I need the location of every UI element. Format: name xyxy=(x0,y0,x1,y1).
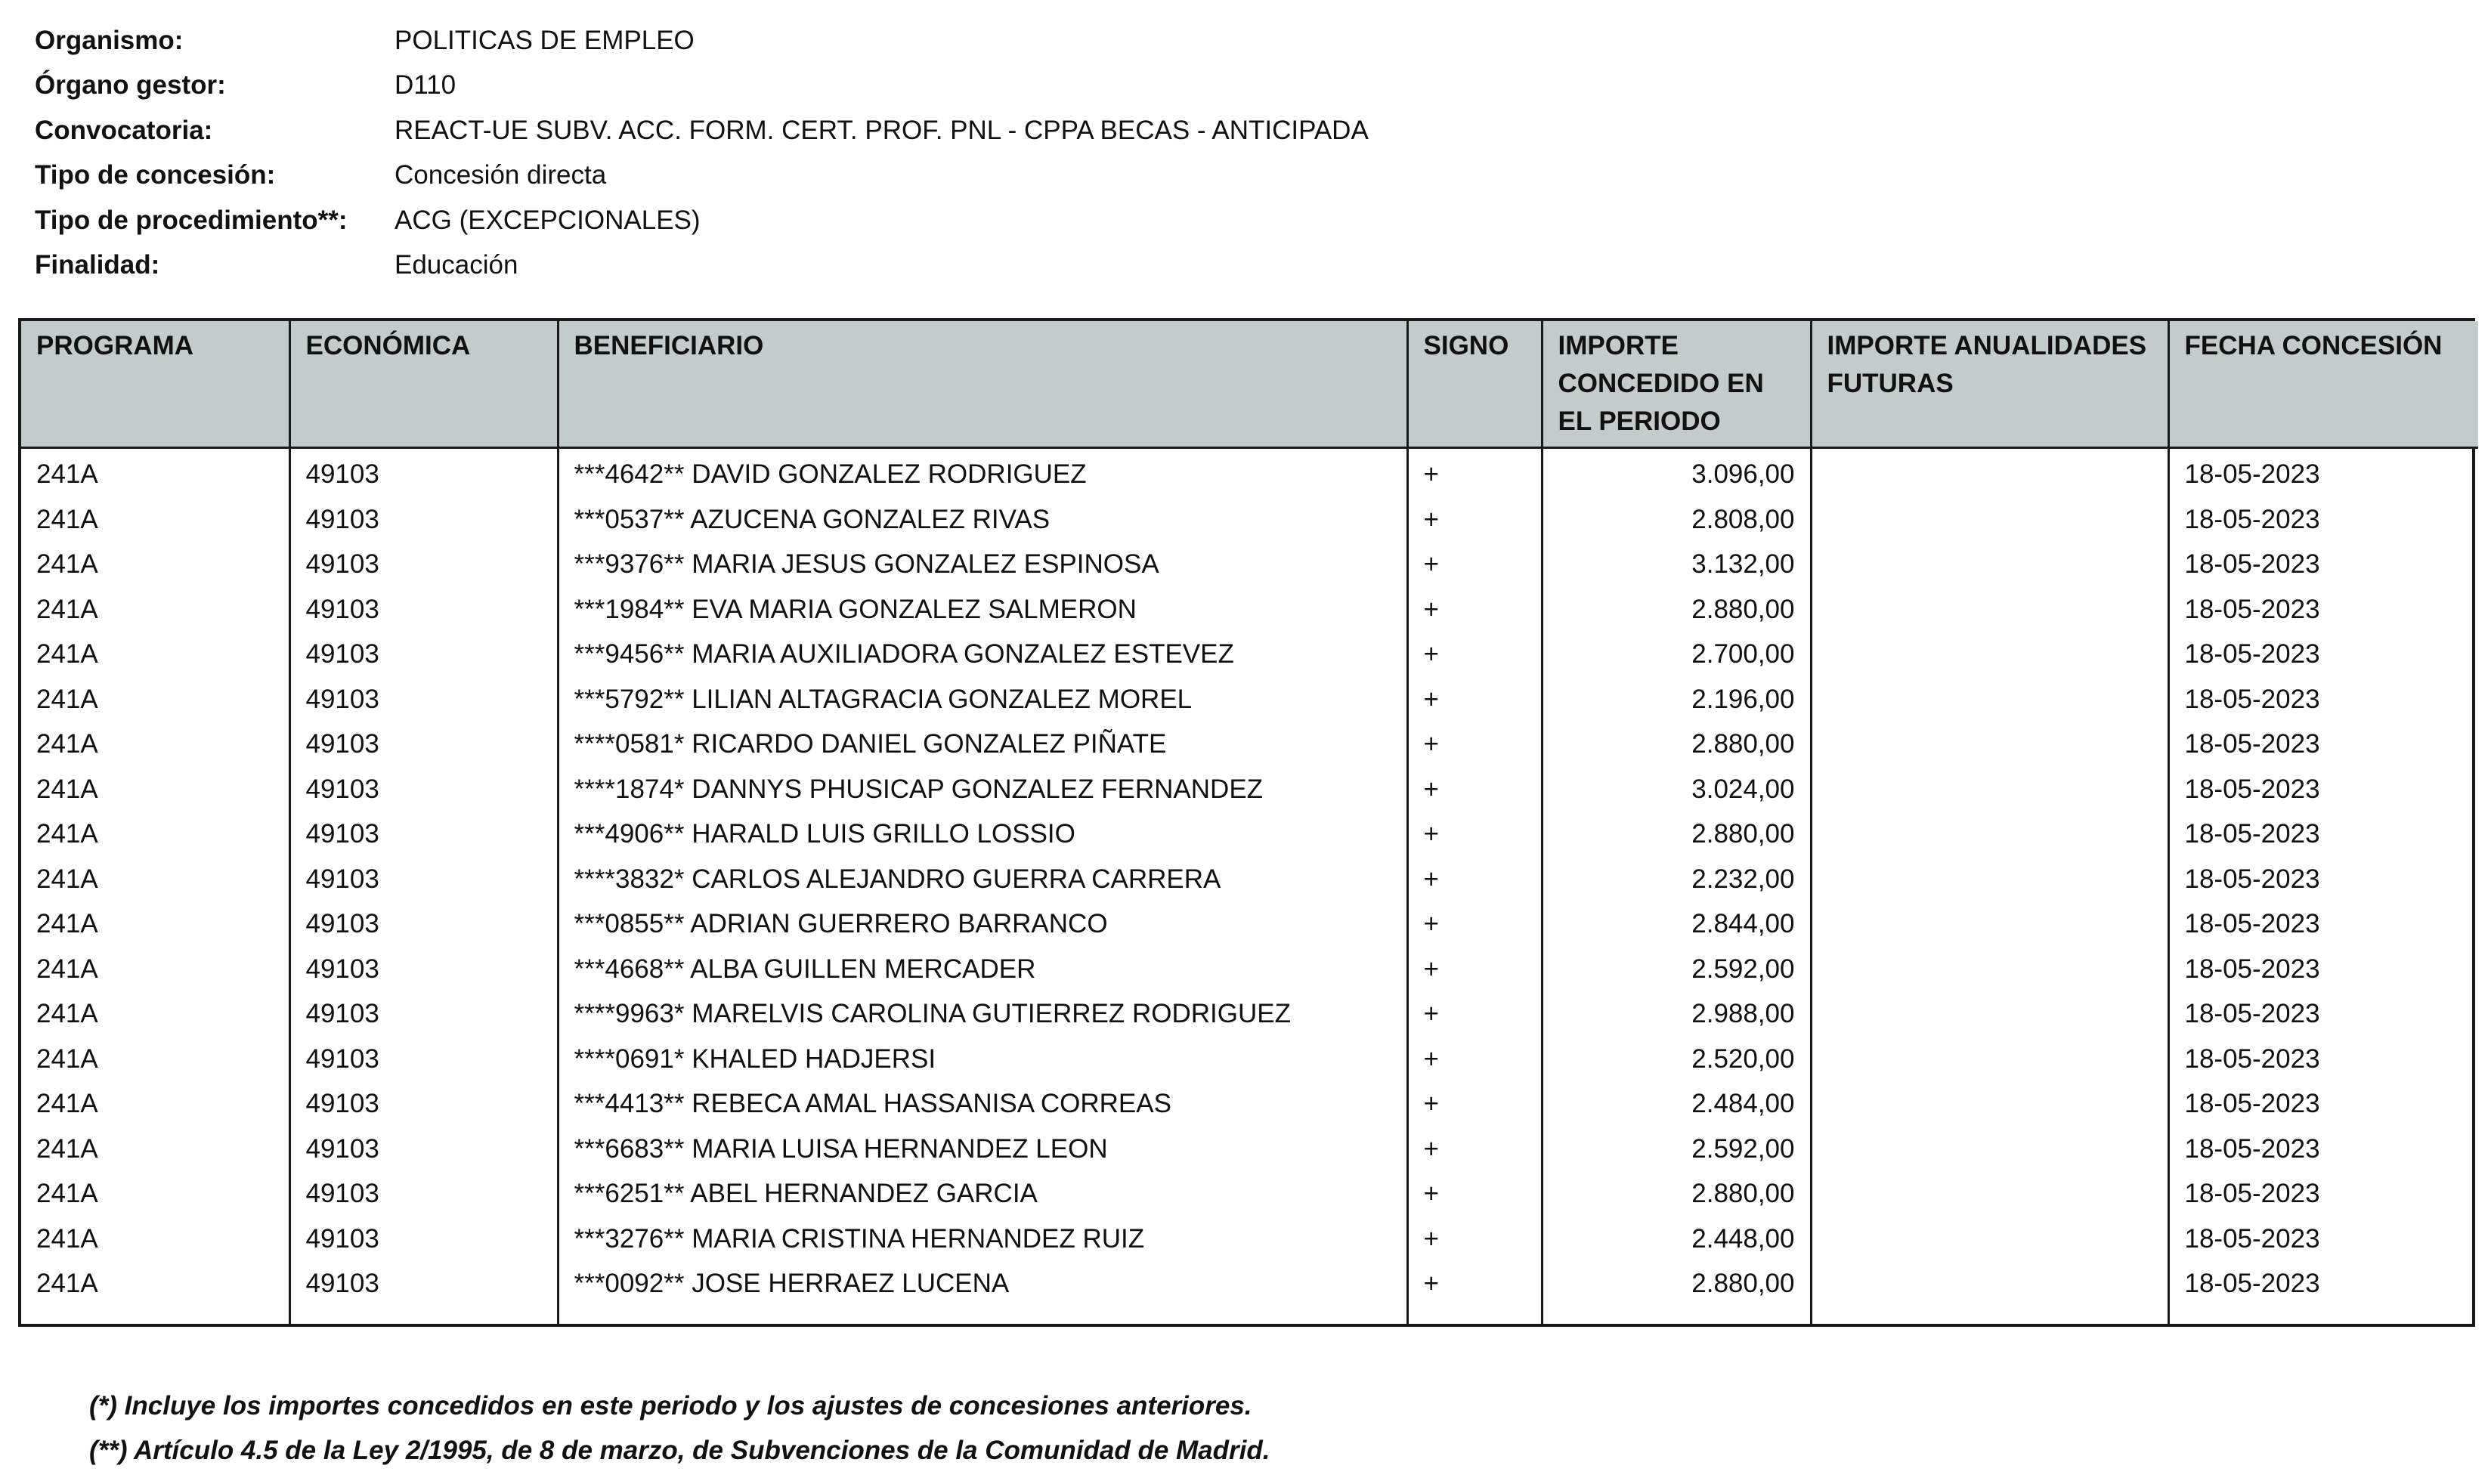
header-row-convocatoria xyxy=(35,108,1369,153)
cell-economica: 49103 xyxy=(289,947,558,992)
cell-programa: 241A xyxy=(36,864,98,894)
footnote-1: (*) Incluye los importes concedidos en este periodo y los ajustes de concesiones anteriores. xyxy=(89,1391,1252,1421)
cell-fecha-concesion: 18-05-2023 xyxy=(2168,1081,2478,1127)
table-row xyxy=(21,947,2478,992)
cell-programa: 241A xyxy=(36,1269,98,1298)
cell-fecha-concesion: 18-05-2023 xyxy=(2168,812,2478,857)
header-label: Tipo de concesión: xyxy=(35,160,276,190)
cell-importe-concedido: 3.096,00 xyxy=(1542,448,1811,497)
column-header-fecha-concesion: FECHA CONCESIÓN xyxy=(2168,321,2478,448)
cell-programa: 241A xyxy=(36,729,98,759)
header-label: Convocatoria: xyxy=(35,115,213,145)
cell-importe-anualidades xyxy=(1811,857,2168,902)
cell-signo: + xyxy=(1407,587,1542,632)
cell-economica: 49103 xyxy=(289,857,558,902)
cell-signo: + xyxy=(1407,991,1542,1037)
table-row xyxy=(21,587,2478,632)
cell-importe-anualidades xyxy=(1811,901,2168,947)
cell-importe-anualidades xyxy=(1811,632,2168,677)
table-row xyxy=(21,1037,2478,1082)
cell-programa: 241A xyxy=(36,1179,98,1208)
cell-economica: 49103 xyxy=(289,1171,558,1217)
cell-importe-anualidades xyxy=(1811,812,2168,857)
header-label: Finalidad: xyxy=(35,250,160,280)
cell-signo: + xyxy=(1407,722,1542,767)
cell-beneficiario: ***3276** MARIA CRISTINA HERNANDEZ RUIZ xyxy=(558,1217,1407,1262)
cell-importe-anualidades xyxy=(1811,1081,2168,1127)
cell-importe-concedido: 2.880,00 xyxy=(1542,1171,1811,1217)
cell-importe-anualidades xyxy=(1811,991,2168,1037)
cell-programa: 241A xyxy=(36,459,98,489)
cell-economica: 49103 xyxy=(289,587,558,632)
cell-beneficiario: ***4642** DAVID GONZALEZ RODRIGUEZ xyxy=(558,448,1407,497)
table-row xyxy=(21,767,2478,812)
filler-cell xyxy=(558,1306,1407,1325)
table-row xyxy=(21,1127,2478,1172)
cell-fecha-concesion: 18-05-2023 xyxy=(2168,1127,2478,1172)
cell-fecha-concesion: 18-05-2023 xyxy=(2168,767,2478,812)
cell-beneficiario: ****0691* KHALED HADJERSI xyxy=(558,1037,1407,1082)
cell-importe-anualidades xyxy=(1811,1127,2168,1172)
cell-programa: 241A xyxy=(36,594,98,624)
header-value: ACG (EXCEPCIONALES) xyxy=(395,205,701,235)
cell-importe-anualidades xyxy=(1811,767,2168,812)
cell-beneficiario: ****0581* RICARDO DANIEL GONZALEZ PIÑATE xyxy=(558,722,1407,767)
cell-fecha-concesion: 18-05-2023 xyxy=(2168,1261,2478,1306)
cell-economica: 49103 xyxy=(289,991,558,1037)
cell-economica: 49103 xyxy=(289,1081,558,1127)
header-row-organismo xyxy=(35,18,1369,63)
column-header-signo: SIGNO xyxy=(1407,321,1542,448)
header-value: REACT-UE SUBV. ACC. FORM. CERT. PROF. PNL - CPPA BECAS - ANTICIPADA xyxy=(395,115,1369,145)
cell-signo: + xyxy=(1407,1081,1542,1127)
cell-fecha-concesion: 18-05-2023 xyxy=(2168,587,2478,632)
cell-programa: 241A xyxy=(36,999,98,1028)
cell-importe-concedido: 2.592,00 xyxy=(1542,1127,1811,1172)
cell-programa: 241A xyxy=(36,954,98,984)
cell-importe-concedido: 2.448,00 xyxy=(1542,1217,1811,1262)
cell-signo: + xyxy=(1407,448,1542,497)
filler-cell xyxy=(21,1306,289,1325)
cell-beneficiario: ***9456** MARIA AUXILIADORA GONZALEZ ESTEVEZ xyxy=(558,632,1407,677)
column-header-beneficiario: BENEFICIARIO xyxy=(558,321,1407,448)
filler-cell xyxy=(2168,1306,2478,1325)
header-label: Tipo de procedimiento**: xyxy=(35,205,348,235)
cell-economica: 49103 xyxy=(289,1127,558,1172)
table-row xyxy=(21,1171,2478,1217)
table-row xyxy=(21,991,2478,1037)
header-row-finalidad xyxy=(35,243,1369,289)
table-row xyxy=(21,542,2478,587)
cell-importe-concedido: 2.196,00 xyxy=(1542,677,1811,722)
cell-economica: 49103 xyxy=(289,1037,558,1082)
header-row-organo-gestor xyxy=(35,63,1369,109)
cell-signo: + xyxy=(1407,1171,1542,1217)
cell-signo: + xyxy=(1407,857,1542,902)
cell-fecha-concesion: 18-05-2023 xyxy=(2168,857,2478,902)
cell-importe-concedido: 2.988,00 xyxy=(1542,991,1811,1037)
table-row xyxy=(21,1217,2478,1262)
cell-importe-concedido: 2.592,00 xyxy=(1542,947,1811,992)
cell-signo: + xyxy=(1407,901,1542,947)
cell-importe-concedido: 2.880,00 xyxy=(1542,722,1811,767)
table-filler-row xyxy=(21,1306,2478,1325)
cell-economica: 49103 xyxy=(289,677,558,722)
cell-importe-anualidades xyxy=(1811,497,2168,543)
cell-importe-anualidades xyxy=(1811,722,2168,767)
cell-signo: + xyxy=(1407,1217,1542,1262)
cell-fecha-concesion: 18-05-2023 xyxy=(2168,991,2478,1037)
cell-importe-concedido: 2.484,00 xyxy=(1542,1081,1811,1127)
cell-fecha-concesion: 18-05-2023 xyxy=(2168,901,2478,947)
header-label: Órgano gestor: xyxy=(35,70,226,100)
cell-fecha-concesion: 18-05-2023 xyxy=(2168,722,2478,767)
cell-importe-concedido: 2.880,00 xyxy=(1542,1261,1811,1306)
cell-beneficiario: ****3832* CARLOS ALEJANDRO GUERRA CARRERA xyxy=(558,857,1407,902)
cell-beneficiario: ****1874* DANNYS PHUSICAP GONZALEZ FERNANDEZ xyxy=(558,767,1407,812)
cell-programa: 241A xyxy=(36,549,98,579)
cell-signo: + xyxy=(1407,1127,1542,1172)
cell-economica: 49103 xyxy=(289,632,558,677)
cell-fecha-concesion: 18-05-2023 xyxy=(2168,1171,2478,1217)
concessions-table-frame xyxy=(18,318,2475,1327)
cell-importe-anualidades xyxy=(1811,1171,2168,1217)
column-header-economica: ECONÓMICA xyxy=(289,321,558,448)
cell-signo: + xyxy=(1407,632,1542,677)
cell-signo: + xyxy=(1407,497,1542,543)
cell-programa: 241A xyxy=(36,504,98,534)
filler-cell xyxy=(1811,1306,2168,1325)
cell-economica: 49103 xyxy=(289,1217,558,1262)
header-row-tipo-concesion xyxy=(35,153,1369,199)
cell-economica: 49103 xyxy=(289,542,558,587)
cell-importe-concedido: 2.844,00 xyxy=(1542,901,1811,947)
cell-beneficiario: ***0092** JOSE HERRAEZ LUCENA xyxy=(558,1261,1407,1306)
cell-signo: + xyxy=(1407,1261,1542,1306)
cell-economica: 49103 xyxy=(289,497,558,543)
cell-fecha-concesion: 18-05-2023 xyxy=(2168,497,2478,543)
cell-signo: + xyxy=(1407,542,1542,587)
header-value: Concesión directa xyxy=(395,160,607,190)
table-row xyxy=(21,1081,2478,1127)
cell-importe-concedido: 2.880,00 xyxy=(1542,812,1811,857)
cell-programa: 241A xyxy=(36,819,98,849)
table-row xyxy=(21,722,2478,767)
table-body xyxy=(21,448,2478,1325)
cell-fecha-concesion: 18-05-2023 xyxy=(2168,448,2478,497)
cell-beneficiario: ***5792** LILIAN ALTAGRACIA GONZALEZ MOREL xyxy=(558,677,1407,722)
cell-fecha-concesion: 18-05-2023 xyxy=(2168,1217,2478,1262)
cell-beneficiario: ***6683** MARIA LUISA HERNANDEZ LEON xyxy=(558,1127,1407,1172)
cell-programa: 241A xyxy=(36,1133,98,1164)
cell-programa: 241A xyxy=(36,684,98,714)
table-row xyxy=(21,497,2478,543)
table-row xyxy=(21,812,2478,857)
cell-importe-anualidades xyxy=(1811,542,2168,587)
cell-importe-anualidades xyxy=(1811,947,2168,992)
header-row-tipo-procedimiento xyxy=(35,198,1369,243)
cell-economica: 49103 xyxy=(289,722,558,767)
table-row xyxy=(21,901,2478,947)
table-row xyxy=(21,677,2478,722)
cell-fecha-concesion: 18-05-2023 xyxy=(2168,947,2478,992)
cell-signo: + xyxy=(1407,677,1542,722)
filler-cell xyxy=(1542,1306,1811,1325)
header-value: Educación xyxy=(395,250,518,280)
cell-importe-concedido: 3.132,00 xyxy=(1542,542,1811,587)
footnote-2: (**) Artículo 4.5 de la Ley 2/1995, de 8 de marzo, de Subvenciones de la Comunidad de Madrid. xyxy=(89,1436,1270,1465)
cell-programa: 241A xyxy=(36,639,98,669)
cell-beneficiario: ***0855** ADRIAN GUERRERO BARRANCO xyxy=(558,901,1407,947)
cell-importe-concedido: 2.880,00 xyxy=(1542,587,1811,632)
cell-signo: + xyxy=(1407,767,1542,812)
cell-signo: + xyxy=(1407,947,1542,992)
concessions-table xyxy=(21,321,2478,1324)
cell-importe-concedido: 2.232,00 xyxy=(1542,857,1811,902)
filler-cell xyxy=(1407,1306,1542,1325)
column-header-programa: PROGRAMA xyxy=(21,321,289,448)
cell-importe-concedido: 2.700,00 xyxy=(1542,632,1811,677)
cell-importe-anualidades xyxy=(1811,587,2168,632)
document-header xyxy=(35,18,1369,288)
cell-beneficiario: ***4906** HARALD LUIS GRILLO LOSSIO xyxy=(558,812,1407,857)
table-row xyxy=(21,1261,2478,1306)
table-row xyxy=(21,448,2478,497)
cell-signo: + xyxy=(1407,812,1542,857)
cell-importe-concedido: 2.520,00 xyxy=(1542,1037,1811,1082)
column-header-importe-anualidades: IMPORTE ANUALIDADES FUTURAS xyxy=(1811,321,2168,448)
cell-importe-anualidades xyxy=(1811,677,2168,722)
cell-beneficiario: ****9963* MARELVIS CAROLINA GUTIERREZ RODRIGUEZ xyxy=(558,991,1407,1037)
cell-programa: 241A xyxy=(36,1223,98,1254)
cell-importe-anualidades xyxy=(1811,448,2168,497)
cell-beneficiario: ***6251** ABEL HERNANDEZ GARCIA xyxy=(558,1171,1407,1217)
cell-beneficiario: ***4668** ALBA GUILLEN MERCADER xyxy=(558,947,1407,992)
cell-beneficiario: ***0537** AZUCENA GONZALEZ RIVAS xyxy=(558,497,1407,543)
table-row xyxy=(21,857,2478,902)
footnotes xyxy=(89,1384,1270,1473)
cell-economica: 49103 xyxy=(289,1261,558,1306)
filler-cell xyxy=(289,1306,558,1325)
header-value: D110 xyxy=(395,70,456,100)
cell-beneficiario: ***9376** MARIA JESUS GONZALEZ ESPINOSA xyxy=(558,542,1407,587)
column-header-importe-concedido: IMPORTE CONCEDIDO EN EL PERIODO xyxy=(1542,321,1811,448)
cell-importe-anualidades xyxy=(1811,1261,2168,1306)
cell-fecha-concesion: 18-05-2023 xyxy=(2168,677,2478,722)
cell-programa: 241A xyxy=(36,1043,98,1074)
header-value: POLITICAS DE EMPLEO xyxy=(395,25,695,55)
cell-importe-concedido: 2.808,00 xyxy=(1542,497,1811,543)
cell-signo: + xyxy=(1407,1037,1542,1082)
cell-importe-anualidades xyxy=(1811,1217,2168,1262)
cell-economica: 49103 xyxy=(289,767,558,812)
cell-economica: 49103 xyxy=(289,901,558,947)
table-header-row xyxy=(21,321,2478,448)
cell-importe-anualidades xyxy=(1811,1037,2168,1082)
cell-economica: 49103 xyxy=(289,448,558,497)
cell-fecha-concesion: 18-05-2023 xyxy=(2168,1037,2478,1082)
cell-fecha-concesion: 18-05-2023 xyxy=(2168,632,2478,677)
cell-fecha-concesion: 18-05-2023 xyxy=(2168,542,2478,587)
cell-beneficiario: ***4413** REBECA AMAL HASSANISA CORREAS xyxy=(558,1081,1407,1127)
header-label: Organismo: xyxy=(35,25,184,55)
table-row xyxy=(21,632,2478,677)
cell-beneficiario: ***1984** EVA MARIA GONZALEZ SALMERON xyxy=(558,587,1407,632)
cell-programa: 241A xyxy=(36,909,98,938)
cell-programa: 241A xyxy=(36,774,98,804)
cell-economica: 49103 xyxy=(289,812,558,857)
cell-programa: 241A xyxy=(36,1089,98,1118)
cell-importe-concedido: 3.024,00 xyxy=(1542,767,1811,812)
